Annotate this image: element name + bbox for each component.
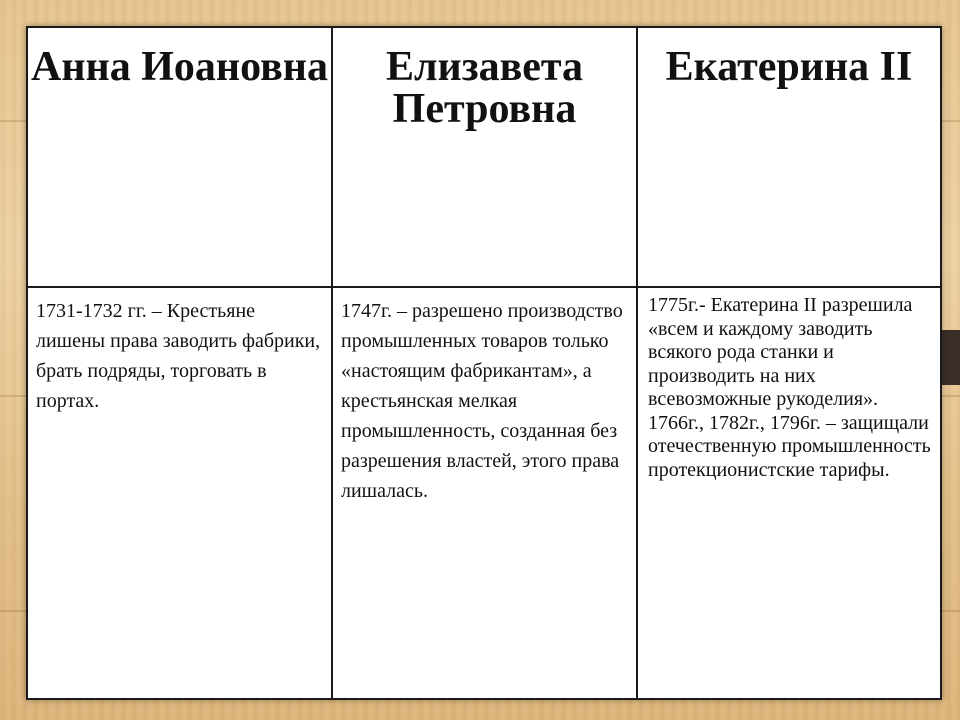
header-label: Анна Иоановна bbox=[31, 44, 328, 90]
cell-text: 1747г. – разрешено производство промышленных товаров только «настоящим фабрикантам», а крестьянская мелкая промышленность, созданная без разрешения властей, этого права лишалась. bbox=[341, 300, 623, 502]
cell-anna-policy bbox=[27, 287, 332, 699]
header-label: Екатерина II bbox=[665, 44, 913, 90]
header-label: Елизавета Петровна bbox=[385, 44, 584, 132]
header-cell-ekaterina bbox=[637, 27, 941, 287]
cell-ekaterina-policy bbox=[637, 287, 941, 699]
table-header-row bbox=[27, 27, 941, 287]
table-row bbox=[27, 287, 941, 699]
header-cell-elizaveta bbox=[332, 27, 637, 287]
cell-elizaveta-policy bbox=[332, 287, 637, 699]
cell-text: 1731-1732 гг. – Крестьяне лишены права заводить фабрики, брать подряды, торговать в портах. bbox=[36, 300, 321, 412]
rulers-comparison-table bbox=[26, 26, 942, 700]
header-cell-anna bbox=[27, 27, 332, 287]
cell-text: 1775г.- Екатерина II разрешила «всем и каждому заводить всякого рода станки и производить на них всевозможные рукоделия». 1766г., 1782г., 1796г. – защищали отечественную промышленность протекционистские тарифы. bbox=[648, 294, 931, 481]
